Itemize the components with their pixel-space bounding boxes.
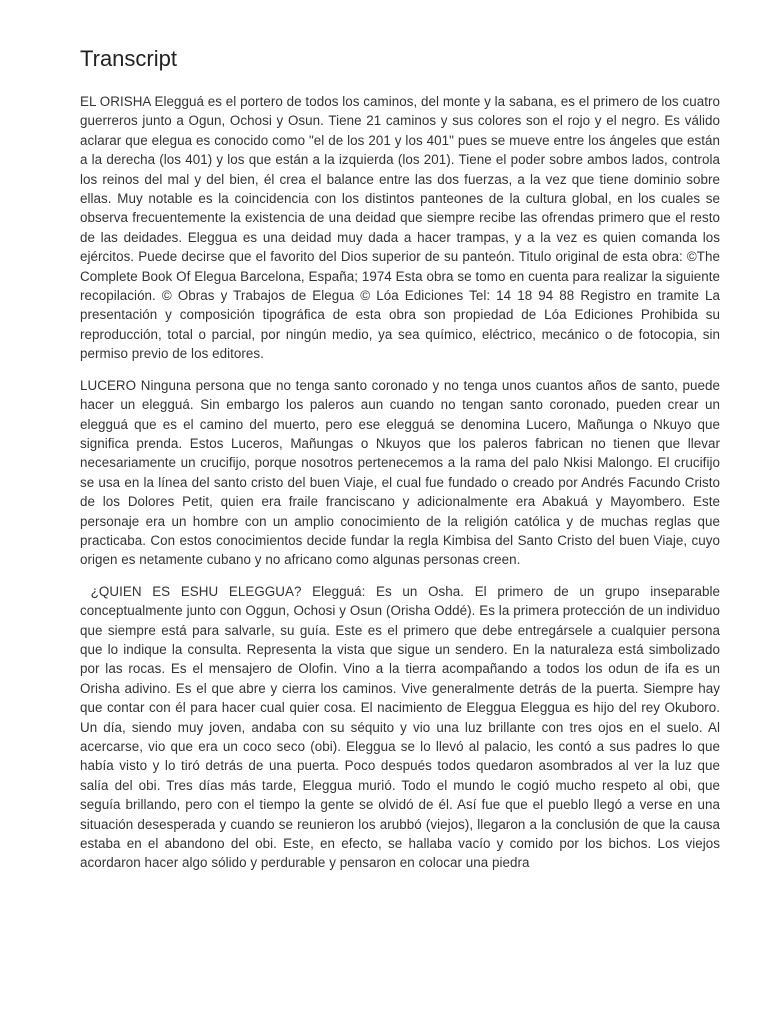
page-title: Transcript (80, 46, 177, 71)
paragraph-eleggua-orisha: EL ORISHA Elegguá es el portero de todos los caminos, del monte y la sabana, es el primero de los cuatro guerreros junto a Ogun, Ochosi y Osun. Tiene 21 caminos y sus colores son el rojo y el negro. Es válido aclarar que elegua es conocido como "el de los 201 y los 401" pues se mueve entre los ángeles que están a la derecha (los 401) y los que están a la izquierda (los 201). Tiene el poder sobre ambos lados, controla los reinos del mal y del bien, él crea el balance entre las dos fuerzas, a la vez que tiene dominio sobre ellas. Muy notable es la coincidencia con los distintos panteones de la cultura global, en los cuales se observa frecuentemente la existencia de una deidad que siempre recibe las ofrendas primero que el resto de las deidades. Eleggua es una deidad muy dada a hacer trampas, y a la vez es quien comanda los ejércitos. Puede decirse que el favorito del Dios superior de su panteón. Titulo original de esta obra: ©The Complete Book Of Elegua Barcelona, España; 1974 Esta obra se tomo en cuenta para realizar la siguiente recopilación. © Obras y Trabajos de Elegua © Lóa Ediciones Tel: 14 18 94 88 Registro en tramite La presentación y composición tipográfica de esta obra son propiedad de Lóa Ediciones Prohibida su reproducción, total o parcial, por ningún medio, ya sea químico, eléctrico, mecánico o de fotocopia, sin permiso previo de los editores. (80, 94, 720, 362)
transcript-page (80, 44, 720, 885)
paragraph-quien-es-eshu: ¿QUIEN ES ESHU ELEGGUA? Elegguá: Es un Osha. El primero de un grupo inseparable conceptualmente junto con Oggun, Ochosi y Osun (Orisha Oddé). Es la primera protección de un individuo que siempre está para salvarle, su guía. Este es el primero que debe entregársele a cualquier persona que lo indique la consulta. Representa la vista que sigue un sendero. En la naturaleza está simbolizado por las rocas. Es el mensajero de Olofin. Vino a la tierra acompañando a todos los odun de ifa es un Orisha adivino. Es el que abre y cierra los caminos. Vive generalmente detrás de la puerta. Siempre hay que contar con él para hacer cual quier cosa. El nacimiento de Eleggua Eleggua es hijo del rey Okuboro. Un día, siendo muy joven, andaba con su séquito y vio una luz brillante con tres ojos en el suelo. Al acercarse, vio que era un coco seco (obi). Eleggua se lo llevó al palacio, les contó a sus padres lo que había visto y lo tiró detrás de una puerta. Poco después todos quedaron asombrados al ver la luz que salía del obi. Tres días más tarde, Eleggua murió. Todo el mundo le cogió mucho respeto al obi, que seguía brillando, pero con el tiempo la gente se olvidó de él. Así fue que el pueblo llegó a verse en una situación desesperada y cuando se reunieron los arubbó (viejos), llegaron a la conclusión de que la causa estaba en el abandono del obi. Este, en efecto, se hallaba vacío y comido por los bichos. Los viejos acordaron hacer algo sólido y perdurable y pensaron en colocar una piedra (80, 583, 720, 871)
paragraph-lucero: LUCERO Ninguna persona que no tenga santo coronado y no tenga unos cuantos años de santo, puede hacer un elegguá. Sin embargo los paleros aun cuando no tengan santo coronado, pueden crear un elegguá que es el camino del muerto, pero ese elegguá se denomina Lucero, Mañunga o Nkuyo que significa prenda. Estos Luceros, Mañungas o Nkuyos que los paleros fabrican no tienen que llevar necesariamente un crucifijo, porque nosotros pertenecemos a la rama del palo Nkisi Malongo. El crucifijo se usa en la línea del santo cristo del buen Viaje, el cual fue fundado o creado por Andrés Facundo Cristo de los Dolores Petit, quien era fraile franciscano y adicionalmente era Abakuá y Mayombero. Este personaje era un hombre con un amplio conocimiento de la religión católica y de muchas reglas que practicaba. Con estos conocimientos decide fundar la regla Kimbisa del Santo Cristo del buen Viaje, cuyo origen es netamente cubano y no africano como algunas personas creen. (80, 377, 720, 568)
